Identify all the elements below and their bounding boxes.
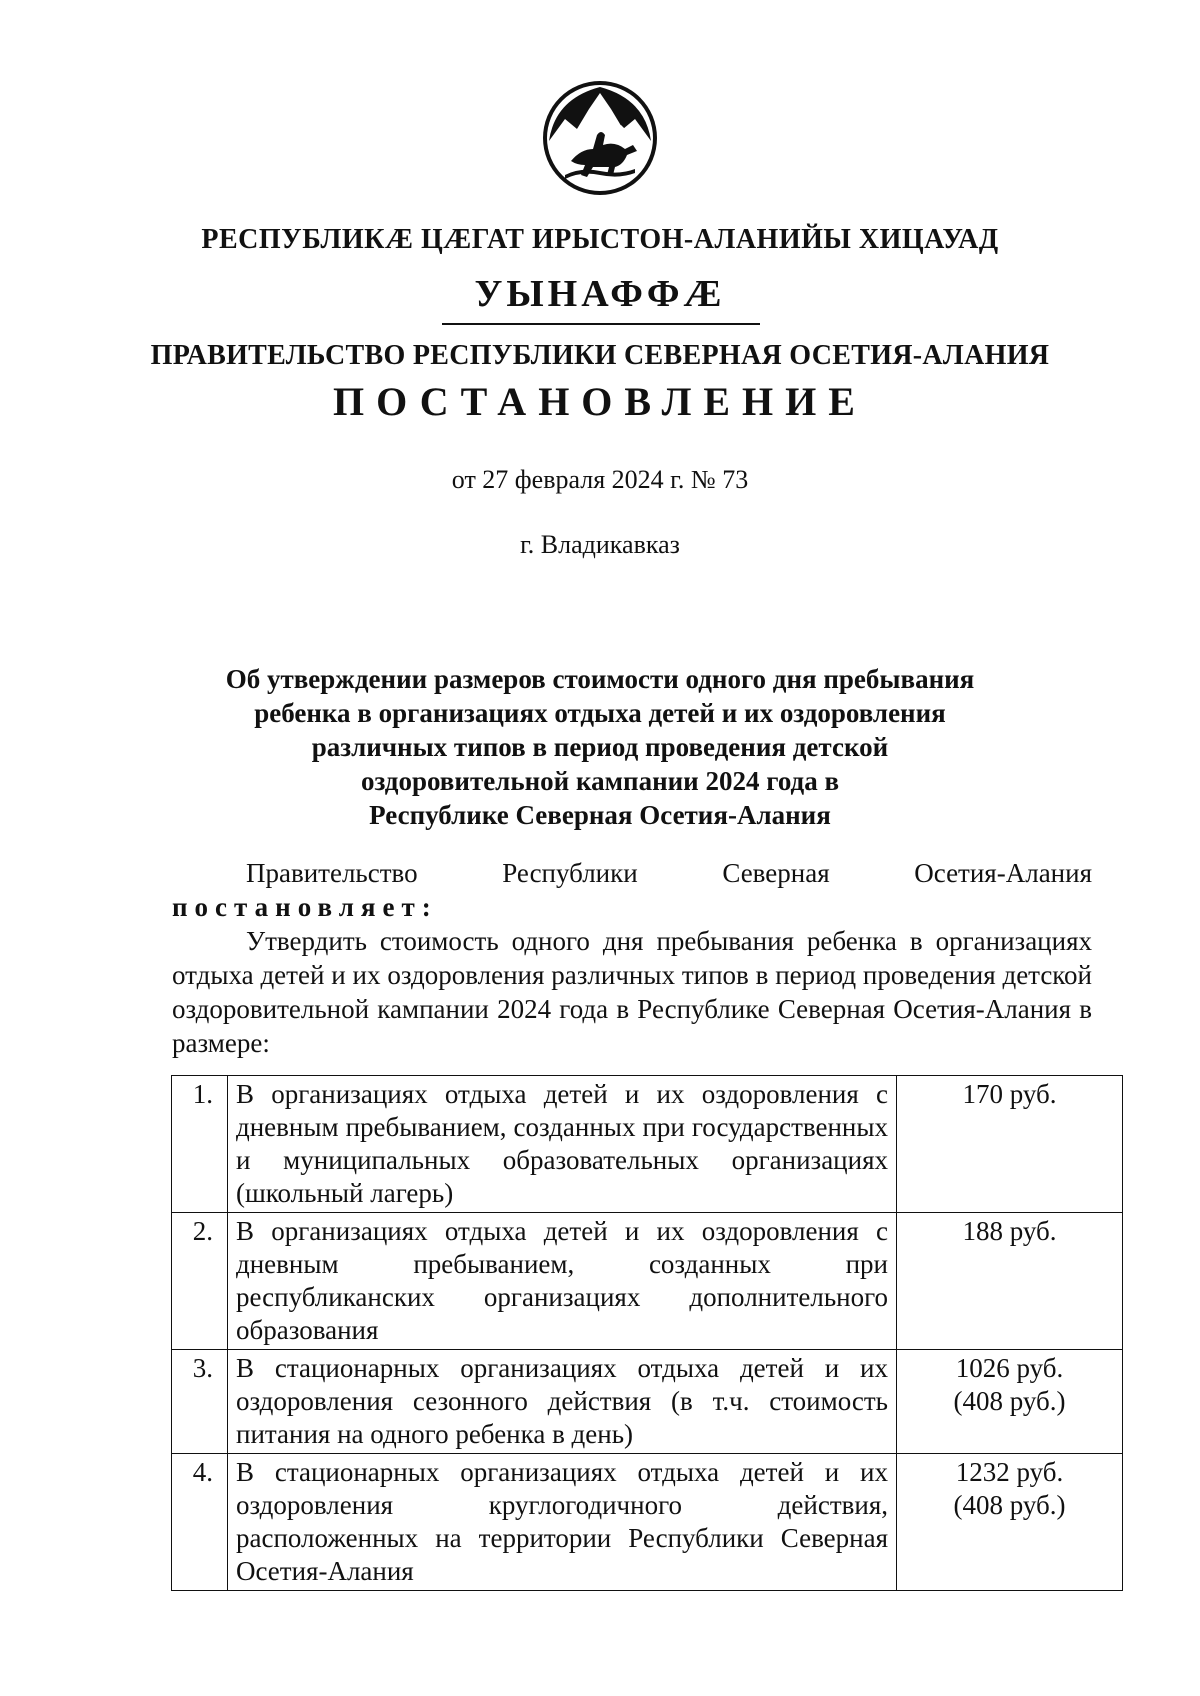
preamble-text: Правительство Республики Северная Осетия-Алания xyxy=(246,858,1092,888)
row-number: 1. xyxy=(172,1076,228,1213)
document-date-number: от 27 февраля 2024 г. № 73 xyxy=(451,465,749,494)
row-price: 1232 руб. xyxy=(955,1457,1064,1487)
preamble-paragraph xyxy=(172,856,1092,924)
ossetian-document-type: УЫНАФФÆ xyxy=(474,273,726,315)
ossetian-authority-heading: РЕСПУБЛИКÆ ЦÆГАТ ИРЫСТОН-АЛАНИЙЫ ХИЦАУАД xyxy=(201,224,999,255)
row-description: В организациях отдыха детей и их оздоровления с дневным пребыванием, созданных при государственных и муниципальных образовательных организациях (школьный лагерь) xyxy=(228,1076,897,1213)
row-price-cell xyxy=(897,1076,1123,1213)
row-description: В стационарных организациях отдыха детей и их оздоровления круглогодичного действия, расположенных на территории Республики Северная Осетия-Алания xyxy=(228,1454,897,1591)
document-subject xyxy=(200,662,1000,832)
row-number: 3. xyxy=(172,1350,228,1454)
subject-line: Республике Северная Осетия-Алания xyxy=(369,800,831,830)
rates-table xyxy=(171,1075,1123,1591)
row-price: 188 руб. xyxy=(962,1216,1057,1246)
document-city: г. Владикавказ xyxy=(520,530,680,559)
decree-word: постановляет: xyxy=(172,892,438,922)
resolution-paragraph: Утвердить стоимость одного дня пребывания ребенка в организациях отдыха детей и их оздоровления различных типов в период проведения детской оздоровительной кампании 2024 года в Республике Северная Осетия-Алания в размере: xyxy=(172,926,1092,1058)
table-row xyxy=(172,1350,1123,1454)
table-row xyxy=(172,1213,1123,1350)
row-price: 1026 руб. xyxy=(955,1353,1064,1383)
row-price-cell xyxy=(897,1213,1123,1350)
row-food-cost: (408 руб.) xyxy=(953,1386,1066,1416)
heading-divider xyxy=(442,323,760,325)
russian-document-type: ПОСТАНОВЛЕНИЕ xyxy=(333,379,867,424)
subject-line: оздоровительной кампании 2024 года в xyxy=(360,766,840,796)
table-row xyxy=(172,1454,1123,1591)
subject-line: различных типов в период проведения детской xyxy=(311,732,889,762)
document-body xyxy=(172,856,1092,1060)
table-row xyxy=(172,1076,1123,1213)
row-number: 2. xyxy=(172,1213,228,1350)
russian-authority-heading: ПРАВИТЕЛЬСТВО РЕСПУБЛИКИ СЕВЕРНАЯ ОСЕТИЯ-АЛАНИЯ xyxy=(150,340,1050,371)
row-number: 4. xyxy=(172,1454,228,1591)
subject-line: Об утверждении размеров стоимости одного дня пребывания xyxy=(225,664,975,694)
row-price: 170 руб. xyxy=(962,1079,1057,1109)
row-description: В стационарных организациях отдыха детей и их оздоровления сезонного действия (в т.ч. стоимость питания на одного ребенка в день) xyxy=(228,1350,897,1454)
row-price-cell xyxy=(897,1350,1123,1454)
row-description: В организациях отдыха детей и их оздоровления с дневным пребыванием, созданных при республиканских организациях дополнительного образования xyxy=(228,1213,897,1350)
coat-of-arms-icon xyxy=(541,79,659,197)
subject-line: ребенка в организациях отдыха детей и их оздоровления xyxy=(254,698,946,728)
row-food-cost: (408 руб.) xyxy=(953,1490,1066,1520)
row-price-cell xyxy=(897,1454,1123,1591)
